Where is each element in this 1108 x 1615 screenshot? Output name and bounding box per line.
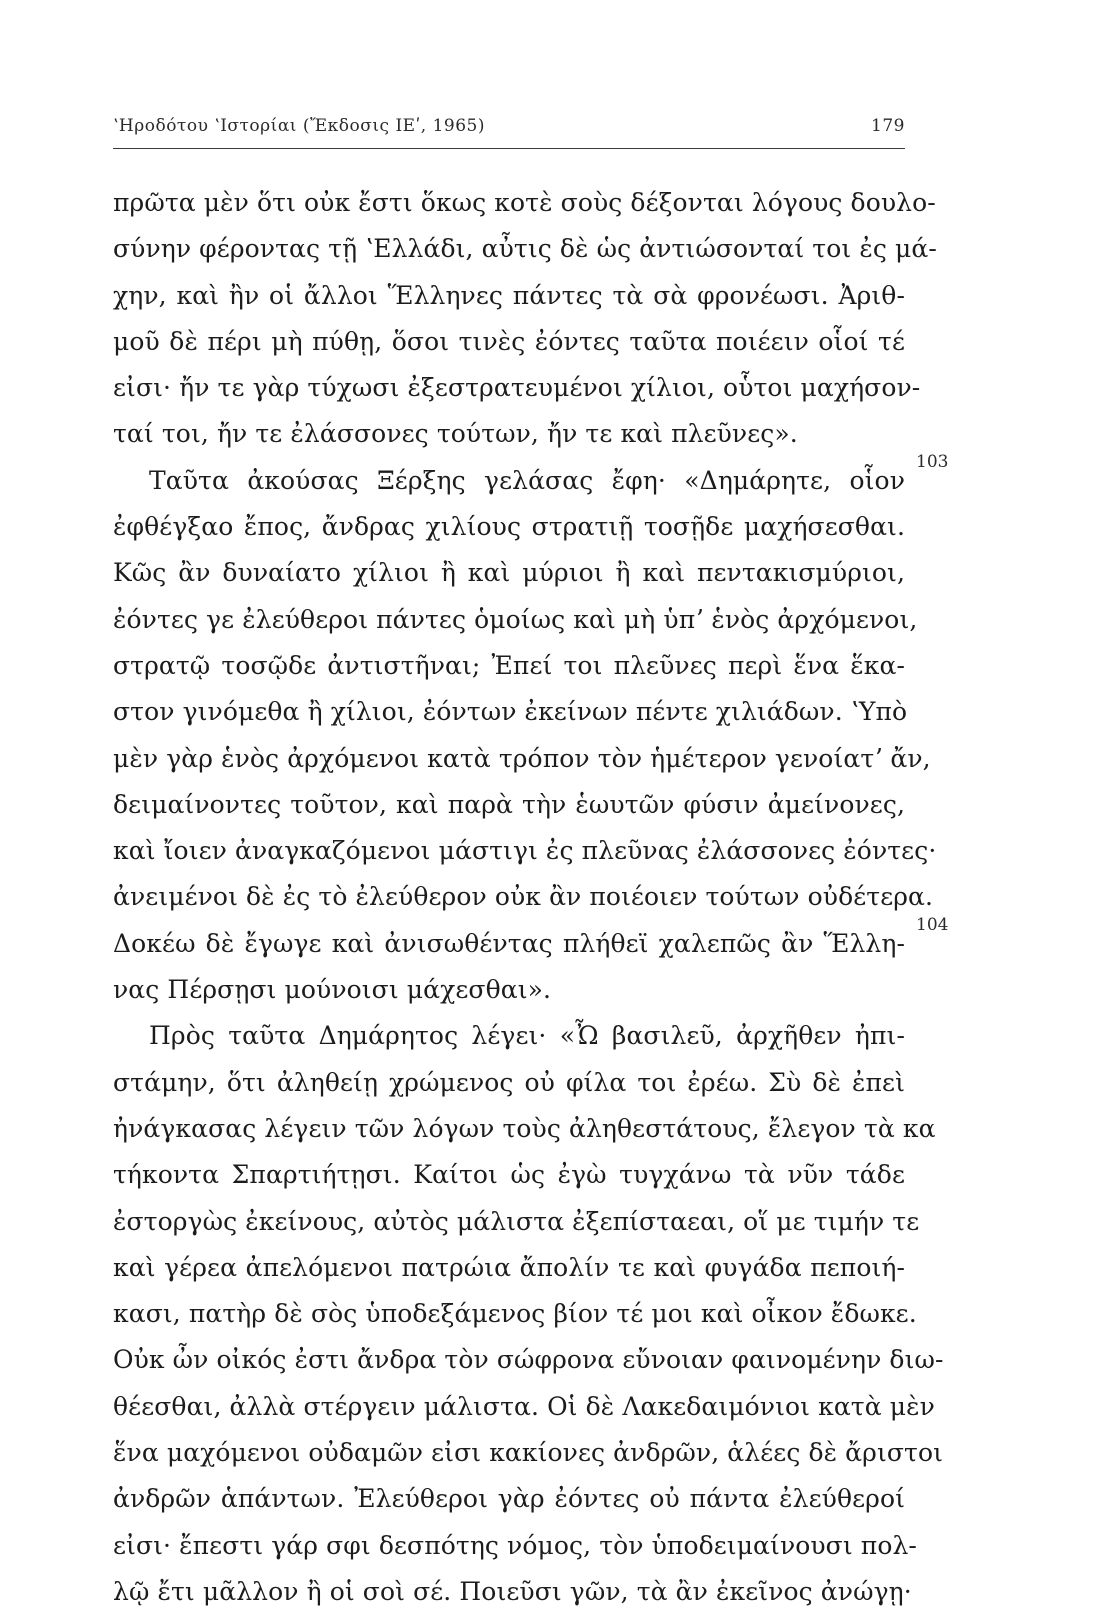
text-line: λῷ ἔτι μᾶλλον ἢ οἱ σοὶ σέ. Ποιεῦσι γῶν, τὰ ἂν ἐκεῖνος ἀνώγῃ· <box>113 1576 912 1606</box>
page-number: 179 <box>871 116 905 136</box>
text-line: μὲν γὰρ ἑνὸς ἀρχόμενοι κατὰ τρόπον τὸν ἡμέτερον γενοίατʼ ἄν, <box>113 743 931 773</box>
text-line: ταί τοι, ἤν τε ἐλάσσονες τούτων, ἤν τε καὶ πλεῦνες». <box>113 419 798 449</box>
text-line: Οὐκ ὦν οἰκός ἐστι ἄνδρα τὸν σώφρονα εὔνοιαν φαινομένην διω- <box>113 1345 944 1375</box>
text-line: Ταῦτα ἀκούσας Ξέρξης γελάσας ἔφη· «Δημάρητε, οἷον <box>149 465 905 495</box>
margin-section-number: 103 <box>916 452 949 472</box>
text-line: Πρὸς ταῦτα Δημάρητος λέγει· «Ὦ βασιλεῦ, ἀρχῆθεν ἠπι- <box>149 1021 905 1051</box>
text-line: εἰσι· ἔπεστι γάρ σφι δεσπότης νόμος, τὸν ὑποδειμαίνουσι πολ- <box>113 1530 917 1560</box>
text-line: ἐστοργὼς ἐκείνους, αὐτὸς μάλιστα ἐξεπίσταεαι, οἵ με τιμήν τε <box>113 1206 920 1236</box>
text-line: σύνην φέροντας τῇ ʽΕλλάδι, αὖτις δὲ ὡς ἀντιώσονταί τοι ἐς μά- <box>113 234 937 264</box>
text-line: καὶ γέρεα ἀπελόμενοι πατρώια ἄπολίν τε καὶ φυγάδα πεποιή- <box>113 1252 905 1282</box>
text-line: Κῶς ἂν δυναίατο χίλιοι ἢ καὶ μύριοι ἢ καὶ πεντακισμύριοι, <box>113 558 905 588</box>
text-line: θέεσθαι, ἀλλὰ στέργειν μάλιστα. Οἱ δὲ Λακεδαιμόνιοι κατὰ μὲν <box>113 1391 935 1421</box>
text-line: στον γινόμεθα ἢ χίλιοι, ἐόντων ἐκείνων πέντε χιλιάδων. ʽΥπὸ <box>113 697 908 727</box>
header-rule <box>113 148 905 149</box>
text-line: εἰσι· ἤν τε γὰρ τύχωσι ἐξεστρατευμένοι χίλιοι, οὗτοι μαχήσον- <box>113 373 921 403</box>
text-line: στρατῷ τοσῷδε ἀντιστῆναι; Ἐπεί τοι πλεῦνες περὶ ἕνα ἕκα- <box>113 650 905 680</box>
text-line: ἠνάγκασας λέγειν τῶν λόγων τοὺς ἀληθεστάτους, ἔλεγον τὰ κα <box>113 1113 936 1143</box>
running-head <box>113 112 905 142</box>
text-line: μοῦ δὲ πέρι μὴ πύθῃ, ὅσοι τινὲς ἐόντες ταῦτα ποιέειν οἷοί τέ <box>113 326 905 356</box>
text-line: ἐφθέγξαο ἔπος, ἄνδρας χιλίους στρατιῇ τοσῇδε μαχήσεσθαι. <box>113 512 905 542</box>
text-line: ἐόντες γε ἐλεύθεροι πάντες ὁμοίως καὶ μὴ ὑπʼ ἑνὸς ἀρχόμενοι, <box>113 604 918 634</box>
text-line: πρῶτα μὲν ὅτι οὐκ ἔστι ὅκως κοτὲ σοὺς δέξονται λόγους δουλο- <box>113 188 936 217</box>
text-line: νας Πέρσῃσι μούνοισι μάχεσθαι». <box>113 975 552 1005</box>
running-head-title: ʽΗροδότου ʽΙστορίαι (Ἔκδοσις ΙΕʹ, 1965) <box>113 116 486 136</box>
text-line: κασι, πατὴρ δὲ σὸς ὑποδεξάμενος βίον τέ μοι καὶ οἶκον ἔδωκε. <box>113 1299 917 1329</box>
text-line: ἕνα μαχόμενοι οὐδαμῶν εἰσι κακίονες ἀνδρῶν, ἁλέες δὲ ἄριστοι <box>113 1438 944 1468</box>
text-line: ἀνειμένοι δὲ ἐς τὸ ἐλεύθερον οὐκ ἂν ποιέοιεν τούτων οὐδέτερα. <box>113 882 934 912</box>
text-line: τήκοντα Σπαρτιήτῃσι. Καίτοι ὡς ἐγὼ τυγχάνω τὰ νῦν τάδε <box>113 1160 905 1190</box>
text-line: χην, καὶ ἢν οἱ ἄλλοι Ἕλληνες πάντες τὰ σὰ φρονέωσι. Ἀριθ- <box>113 280 905 310</box>
margin-section-number: 104 <box>916 915 949 935</box>
text-line: καὶ ἴοιεν ἀναγκαζόμενοι μάστιγι ἐς πλεῦνας ἐλάσσονες ἐόντες· <box>113 836 937 866</box>
text-line: δειμαίνοντες τοῦτον, καὶ παρὰ τὴν ἑωυτῶν φύσιν ἀμείνονες, <box>113 789 905 819</box>
text-line: Δοκέω δὲ ἔγωγε καὶ ἀνισωθέντας πλήθεϊ χαλεπῶς ἂν Ἕλλη- <box>113 928 905 958</box>
text-line: στάμην, ὅτι ἀληθείῃ χρώμενος οὐ φίλα τοι ἐρέω. Σὺ δὲ ἐπεὶ <box>113 1067 905 1097</box>
text-line: ἀνδρῶν ἁπάντων. Ἐλεύθεροι γὰρ ἐόντες οὐ πάντα ἐλεύθεροί <box>113 1484 905 1514</box>
